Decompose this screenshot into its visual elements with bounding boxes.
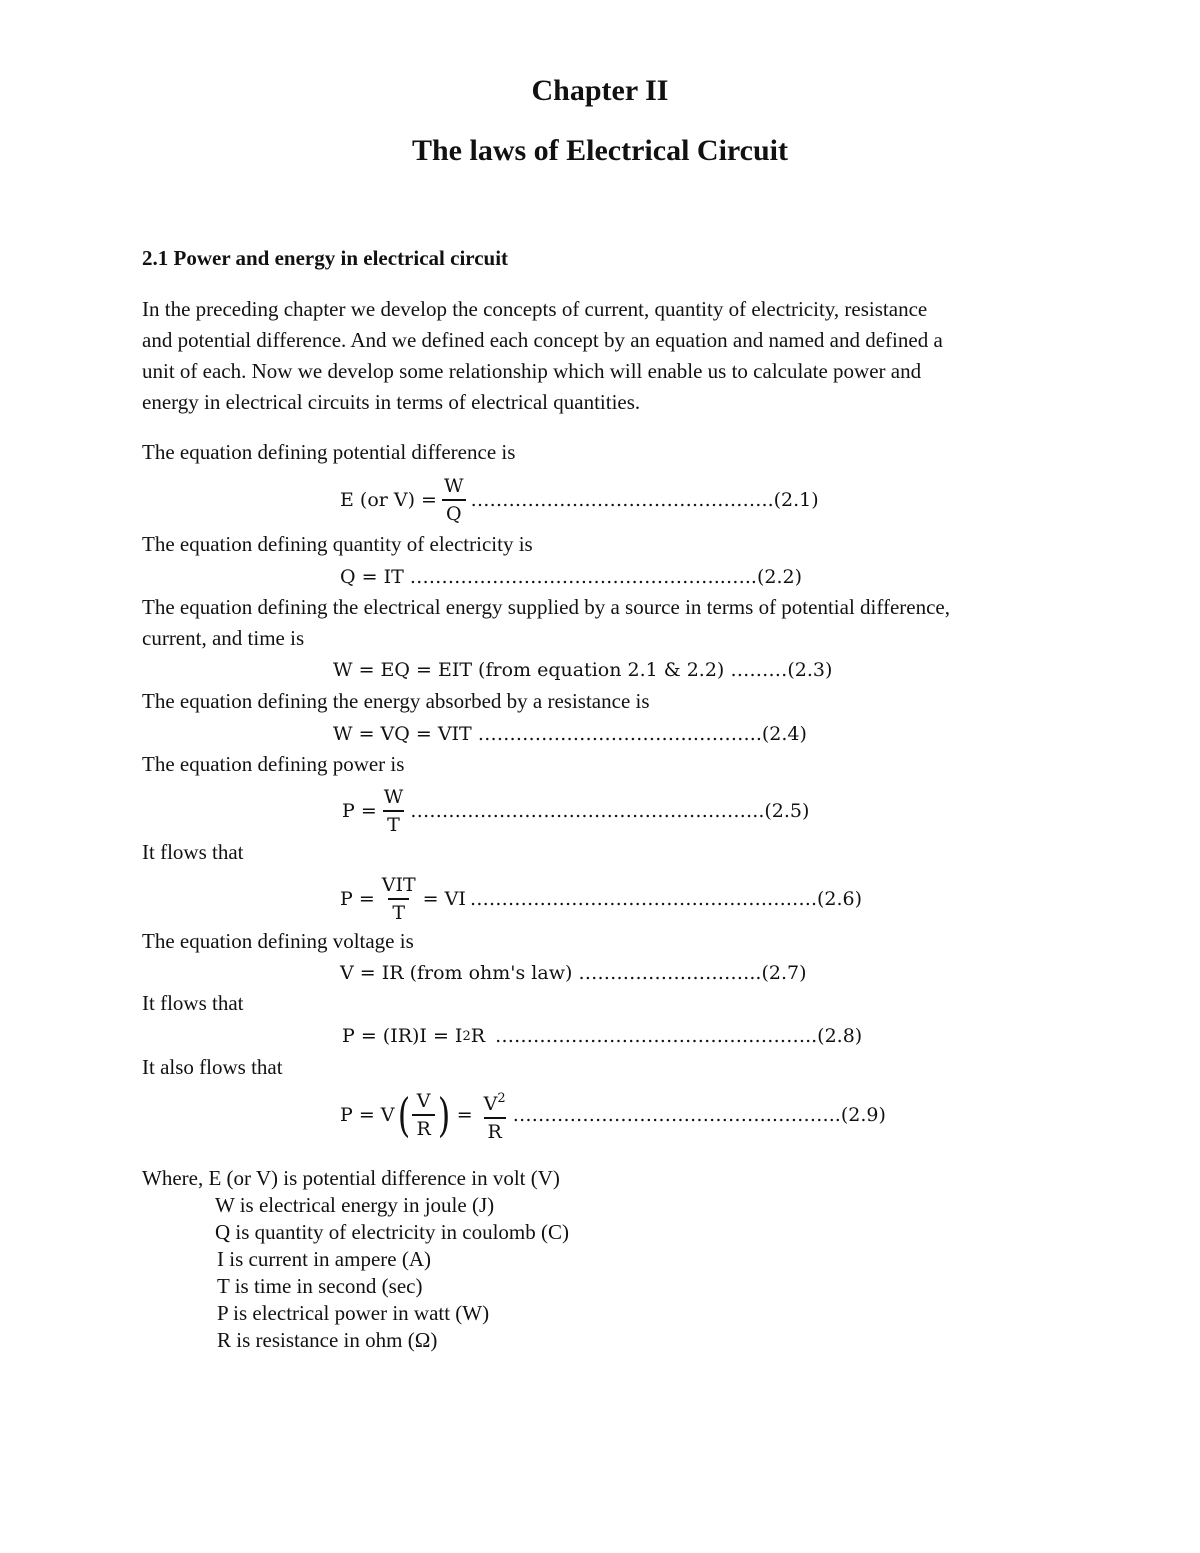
fraction-denominator: T (383, 810, 404, 836)
fraction-numerator (480, 1088, 510, 1117)
leader-dots: ……………………………….……….….…. (469, 888, 818, 910)
intro-paragraph (142, 294, 943, 418)
equation-expression: Q = IT (340, 566, 404, 588)
equation-lhs: E (or V) = (340, 489, 437, 511)
right-parenthesis: ) (437, 1088, 451, 1142)
equation-2-3 (333, 657, 832, 683)
fraction (440, 475, 468, 525)
legend-item: T is time in second (sec) (217, 1274, 423, 1298)
equation-number: (2.6) (817, 888, 863, 910)
fraction-denominator: R (412, 1114, 434, 1140)
fraction-denominator: T (388, 898, 409, 924)
leader-dots: …………………………….……….. (477, 723, 762, 745)
fraction-denominator: R (484, 1117, 506, 1143)
equation-lhs: P = (342, 800, 377, 822)
equation-expression: P = (IR)I = I (342, 1025, 463, 1047)
legend-item: Q is quantity of electricity in coulomb (C) (215, 1220, 570, 1244)
fraction-denominator: Q (442, 499, 466, 525)
equation-lhs: P = (340, 888, 375, 910)
paragraph-line: and potential difference. And we defined each concept by an equation and named and defined a (142, 328, 943, 352)
equation-number: (2.3) (787, 659, 833, 681)
equation-intro: The equation defining power is (142, 752, 405, 776)
equation-intro: It flows that (142, 991, 244, 1015)
equation-2-2 (340, 564, 802, 590)
equation-number: (2.4) (761, 723, 807, 745)
legend-item: W is electrical energy in joule (J) (215, 1193, 495, 1217)
leader-dots: ……… (730, 659, 788, 681)
fraction (412, 1090, 434, 1140)
equation-expression: W = EQ = EIT (from equation 2.1 & 2.2) (333, 659, 725, 681)
equation-intro: It flows that (142, 840, 244, 864)
equation-2-9 (340, 1085, 886, 1145)
fraction (380, 786, 408, 836)
equation-2-5 (342, 782, 809, 840)
fraction (480, 1088, 510, 1143)
paragraph-line: unit of each. Now we develop some relationship which will enable us to calculate power and (142, 359, 922, 383)
leader-dots: ……………………….. (578, 962, 762, 984)
leader-dots: …………………………………..……….. (512, 1104, 841, 1126)
equation-2-8 (342, 1022, 862, 1050)
exponent: 2 (497, 1090, 506, 1106)
fraction-numerator: W (383, 786, 404, 808)
fraction-numerator: VIT (381, 874, 416, 896)
equation-intro: The equation defining the energy absorbed by a resistance is (142, 689, 650, 713)
leader-dots: ……………….……………………….. (470, 489, 774, 511)
fraction-numerator: W (443, 475, 464, 497)
equals-sign: = (456, 1104, 473, 1126)
fraction-numerator: V (416, 1090, 431, 1112)
legend-item: I is current in ampere (A) (217, 1247, 431, 1271)
equation-lhs: P = V (340, 1104, 395, 1126)
numerator-base: V (483, 1092, 498, 1115)
leader-dots: ……………………………………………….. (410, 800, 765, 822)
equation-2-6 (340, 870, 862, 928)
equation-expression: R (470, 1025, 486, 1047)
equation-intro: The equation defining voltage is (142, 929, 414, 953)
equation-2-4 (333, 721, 807, 747)
chapter-title: The laws of Electrical Circuit (411, 134, 789, 167)
leader-dots: …………………………………………..….. (409, 566, 757, 588)
equation-rhs: = VI (422, 888, 466, 910)
legend-item: R is resistance in ohm (Ω) (217, 1328, 438, 1352)
chapter-number: Chapter II (531, 74, 669, 107)
equation-2-7 (340, 960, 807, 986)
legend-item: P is electrical power in watt (W) (217, 1301, 490, 1325)
equation-expression: V = IR (from ohm's law) (340, 962, 573, 984)
legend-first-line: Where, E (or V) is potential difference in volt (V) (142, 1166, 560, 1190)
left-parenthesis: ( (397, 1088, 410, 1142)
equation-2-1 (340, 471, 819, 529)
fraction (378, 874, 420, 924)
paragraph-line: In the preceding chapter we develop the concepts of current, quantity of electricity, resistance (142, 297, 928, 321)
exponent: 2 (462, 1028, 471, 1044)
equation-number: (2.8) (817, 1025, 863, 1047)
paragraph-line: energy in electrical circuits in terms of electrical quantities. (142, 390, 641, 414)
equation-intro: The equation defining quantity of electricity is (142, 532, 533, 556)
equation-number: (2.9) (840, 1104, 886, 1126)
section-heading: 2.1 Power and energy in electrical circuit (142, 246, 509, 270)
equation-intro: The equation defining potential difference is (142, 440, 516, 464)
equation-expression: W = VQ = VIT (333, 723, 472, 745)
equation-number: (2.2) (756, 566, 802, 588)
equation-intro: It also flows that (142, 1055, 283, 1079)
leader-dots: ………………………………….……….. (495, 1025, 818, 1047)
equation-intro: current, and time is (142, 626, 305, 650)
equation-number: (2.7) (761, 962, 807, 984)
equation-intro: The equation defining the electrical energy supplied by a source in terms of potential difference, (142, 595, 951, 619)
equation-number: (2.1) (773, 489, 819, 511)
equation-number: (2.5) (764, 800, 810, 822)
